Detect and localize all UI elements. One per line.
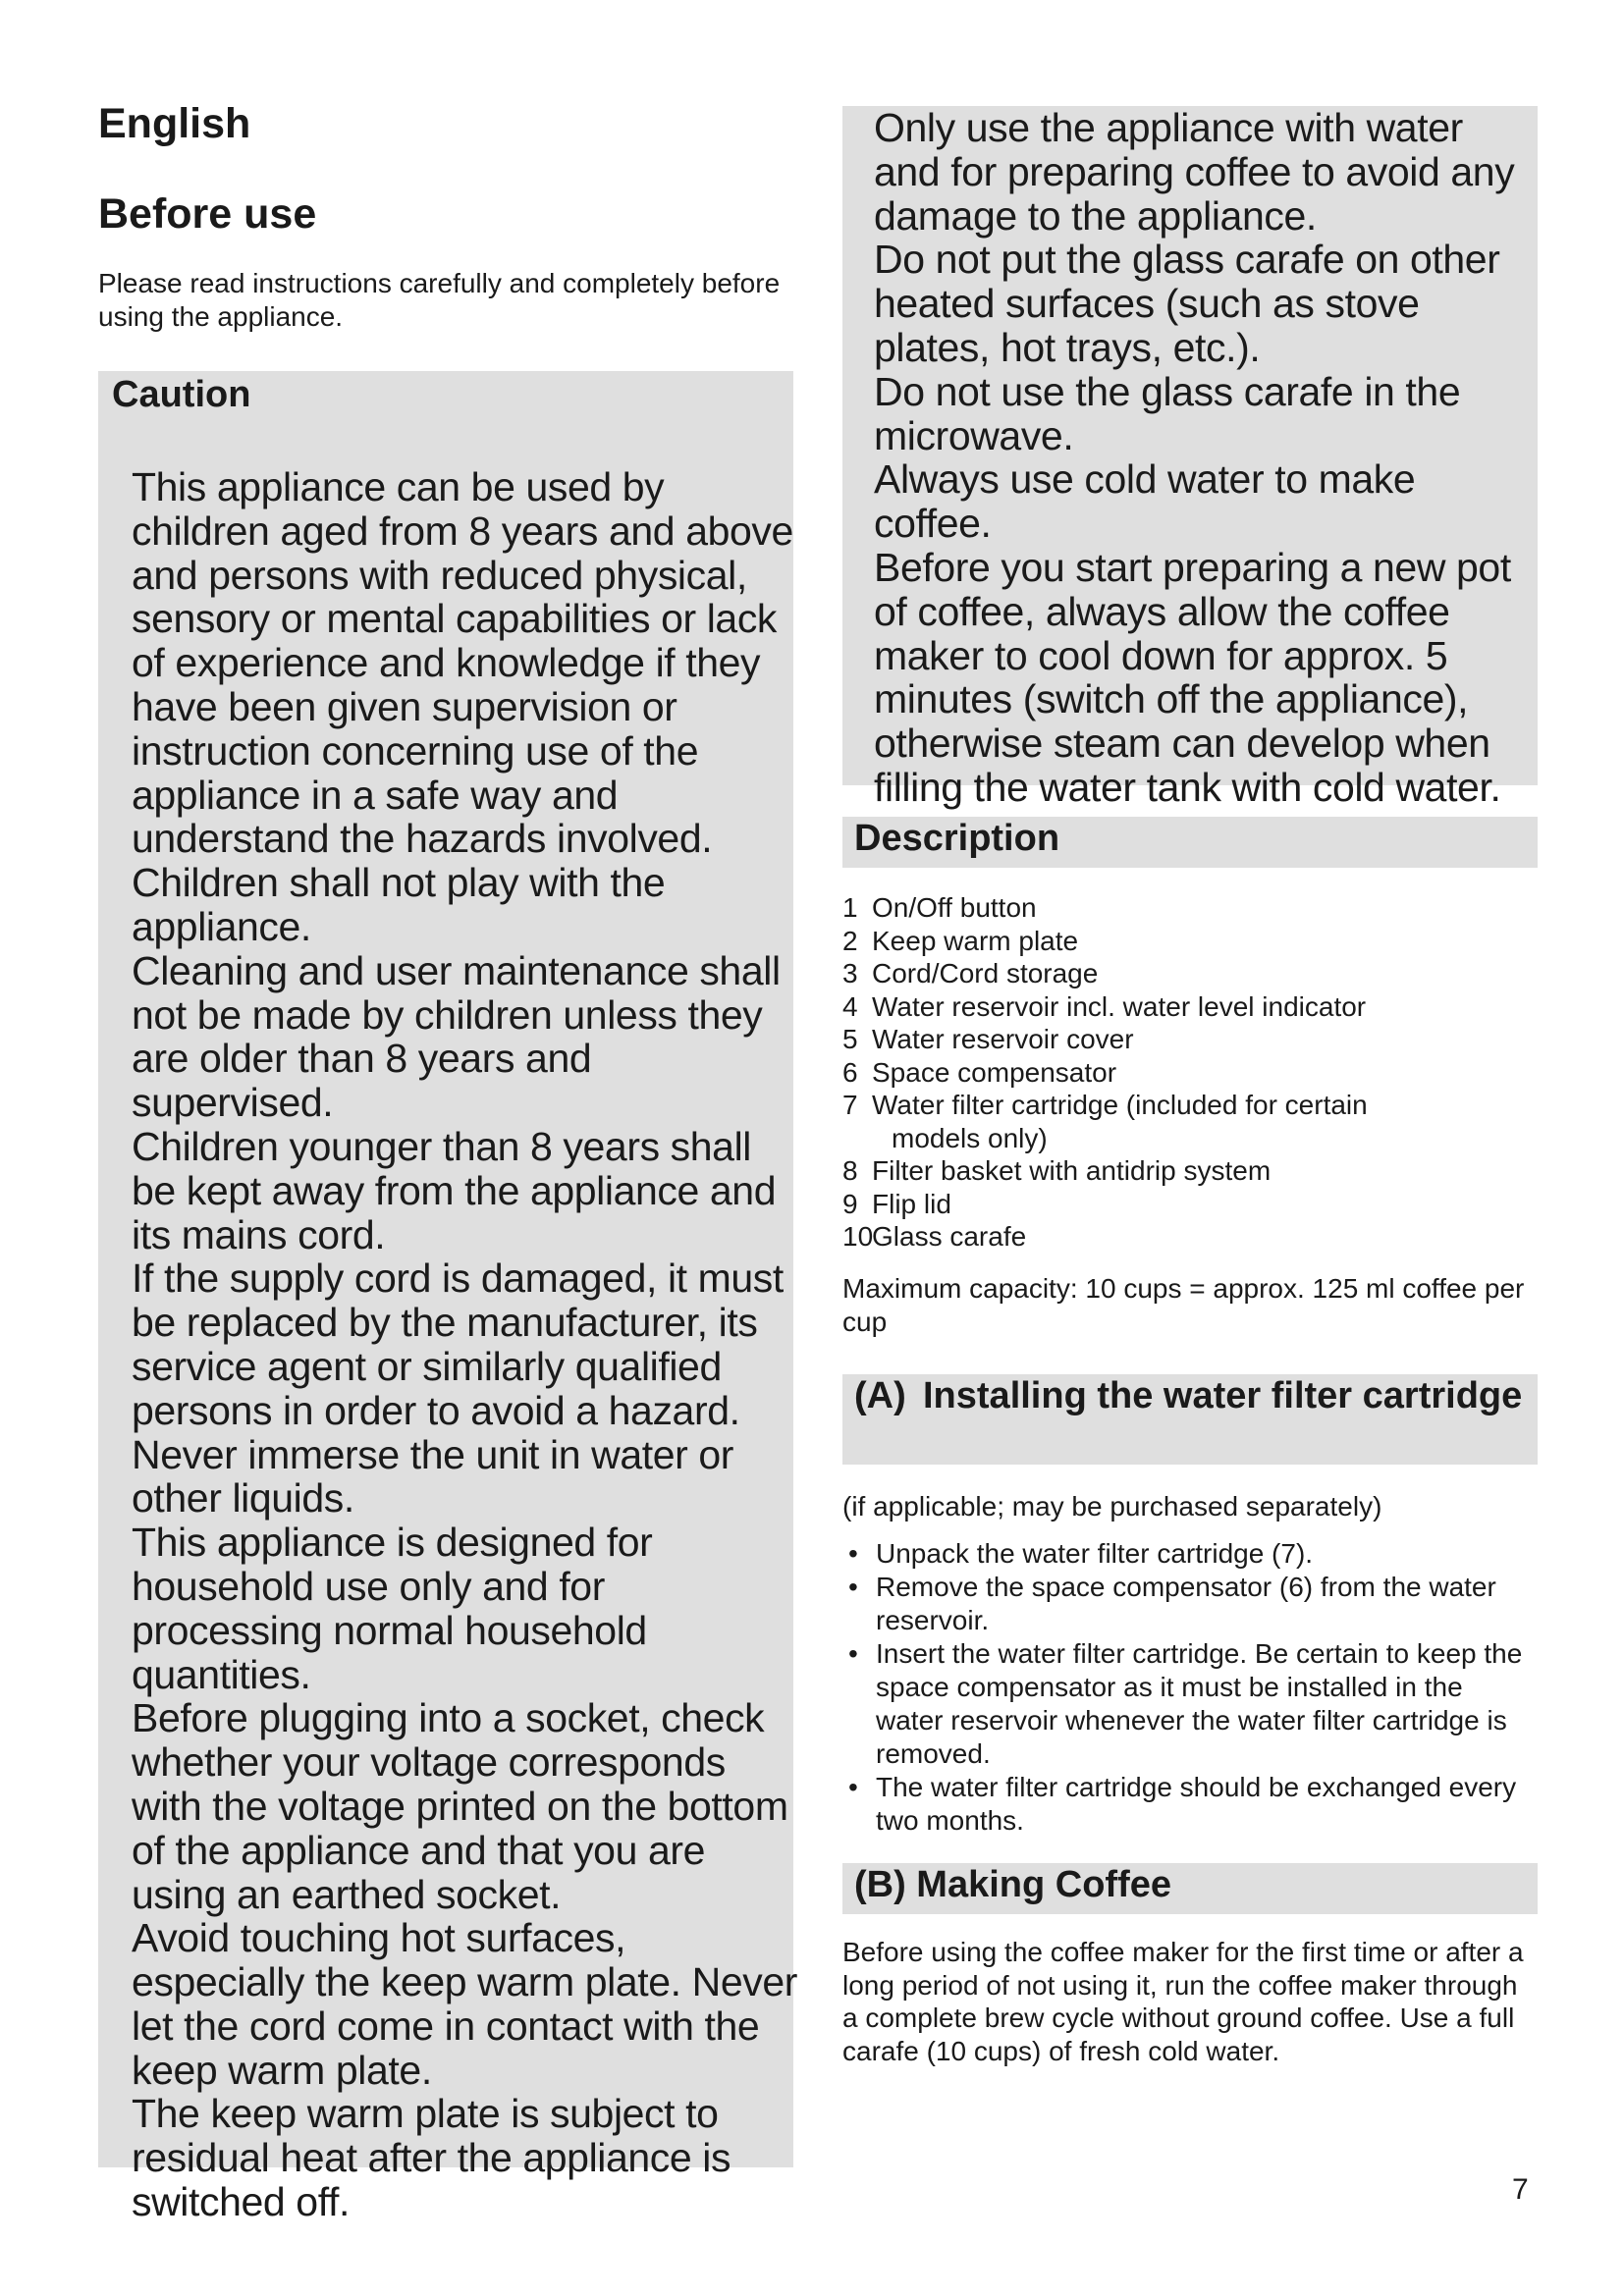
page-number: 7 <box>1512 2173 1529 2206</box>
item-number: 8 <box>842 1155 858 1186</box>
item-number: 5 <box>842 1024 858 1054</box>
list-item <box>842 925 1538 958</box>
item-text: Space compensator <box>872 1056 1117 1088</box>
list-item: • Unpack the water filter cartridge (7). <box>842 1537 1530 1571</box>
description-heading: Description <box>854 818 1060 859</box>
caution-paragraph: The keep warm plate is subject to residual heat after the appliance is switched off. <box>132 2091 731 2225</box>
caution-paragraph: Cleaning and user maintenance shall not be made by children unless they are older than 8 years and supervised. <box>132 947 781 1126</box>
list-item <box>842 990 1538 1024</box>
section-b-text: Before using the coffee maker for the first time or after a long period of not using it, run the coffee maker through a complete brew cycle without ground coffee. Use a full carafe (10 cups) of fresh cold water. <box>842 1937 1524 2066</box>
caution-continued-text <box>874 106 1532 810</box>
item-text: models only) <box>892 1122 1048 1153</box>
item-text: Water filter cartridge (included for certain <box>872 1090 1368 1120</box>
caution-paragraph: This appliance is designed for household use only and for processing normal household quantities. <box>132 1520 653 1697</box>
section-a-bullets <box>842 1537 1530 1838</box>
list-item <box>842 1188 1538 1221</box>
caution-paragraph: Always use cold water to make coffee. <box>874 456 1416 547</box>
caution-paragraph: Only use the appliance with water and for preparing coffee to avoid any damage to the appliance. <box>874 105 1515 239</box>
caution-paragraph: Avoid touching hot surfaces, especially the keep warm plate. Never let the cord come in contact with the keep warm plate. <box>132 1915 797 2093</box>
item-number: 3 <box>842 958 858 988</box>
before-use-intro: Please read instructions carefully and completely before using the appliance. <box>98 268 781 332</box>
item-number: 9 <box>842 1188 858 1219</box>
item-text: Flip lid <box>872 1188 951 1219</box>
section-a-bar <box>842 1374 1538 1465</box>
list-item: • The water filter cartridge should be exchanged every two months. <box>842 1771 1530 1838</box>
caution-paragraph: Never immerse the unit in water or other liquids. <box>132 1431 734 1522</box>
caution-paragraph: Children shall not play with the appliance. <box>132 860 666 949</box>
item-text: On/Off button <box>872 892 1037 923</box>
section-b-bar <box>842 1863 1538 1914</box>
language-heading: English <box>98 100 251 147</box>
caution-box <box>98 371 797 2225</box>
caution-paragraph: If the supply cord is damaged, it must be replaced by the manufacturer, its service agent or similarly qualified persons in order to avoid a hazard. <box>132 1255 784 1433</box>
before-use-heading: Before use <box>98 190 317 238</box>
section-a-title: Installing the water filter cartridge <box>923 1375 1523 1416</box>
section-a-note: (if applicable; may be purchased separately) <box>842 1491 1382 1522</box>
item-number: 6 <box>842 1056 858 1088</box>
caution-paragraph: Do not put the glass carafe on other heated surfaces (such as stove plates, hot trays, etc.). <box>874 237 1500 370</box>
list-item <box>842 1089 1538 1122</box>
item-number: 4 <box>842 990 858 1022</box>
list-item <box>842 1056 1538 1090</box>
item-text: Keep warm plate <box>872 925 1079 956</box>
max-capacity: Maximum capacity: 10 cups = approx. 125 ml coffee per cup <box>842 1273 1525 1337</box>
caution-paragraph: Before you start preparing a new pot of coffee, always allow the coffee maker to cool down for approx. 5 minutes (switch off the appliance), otherwise steam can develop when filling the water tank with cold water. <box>874 544 1511 810</box>
list-item <box>842 957 1538 990</box>
item-text: Filter basket with antidrip system <box>872 1155 1272 1186</box>
section-b-heading: (B) Making Coffee <box>854 1864 1171 1905</box>
item-number: 1 <box>842 892 858 923</box>
caution-paragraph: Before plugging into a socket, check whether your voltage corresponds with the voltage printed on the bottom of the appliance and that you are using an earthed socket. <box>132 1695 788 1917</box>
item-text: Glass carafe <box>872 1221 1027 1252</box>
item-number: 2 <box>842 925 858 956</box>
list-item <box>842 1023 1538 1056</box>
item-text: Cord/Cord storage <box>872 958 1099 988</box>
section-a-prefix: (A) <box>854 1375 906 1416</box>
caution-paragraph: This appliance can be used by children aged from 8 years and above and persons with reduced physical, sensory or mental capabilities or lack of experience and knowledge if they have been given supervision or instruction concerning use of the appliance in a safe way and understand the hazards involved. <box>132 464 793 862</box>
caution-paragraph: Children younger than 8 years shall be kept away from the appliance and its mains cord. <box>132 1123 777 1257</box>
caution-text <box>132 465 799 2224</box>
item-text: Water reservoir cover <box>872 1024 1134 1054</box>
description-bar <box>842 817 1538 868</box>
list-item <box>842 891 1538 925</box>
caution-paragraph: Do not use the glass carafe in the microwave. <box>874 368 1461 458</box>
item-text: Water reservoir incl. water level indicator <box>872 990 1367 1022</box>
list-item: • Insert the water filter cartridge. Be certain to keep the space compensator as it must be installed in the water reservoir whenever the water filter cartridge is removed. <box>842 1637 1530 1771</box>
section-a-heading <box>842 1374 1538 1418</box>
list-item-continuation <box>842 1122 1538 1155</box>
caution-heading: Caution <box>112 374 251 415</box>
description-list <box>842 891 1538 1254</box>
list-item <box>842 1154 1538 1188</box>
item-number: 10 <box>842 1221 874 1252</box>
caution-continued-box <box>842 105 1538 810</box>
list-item: • Remove the space compensator (6) from the water reservoir. <box>842 1571 1530 1637</box>
list-item <box>842 1220 1538 1254</box>
item-number: 7 <box>842 1090 858 1120</box>
